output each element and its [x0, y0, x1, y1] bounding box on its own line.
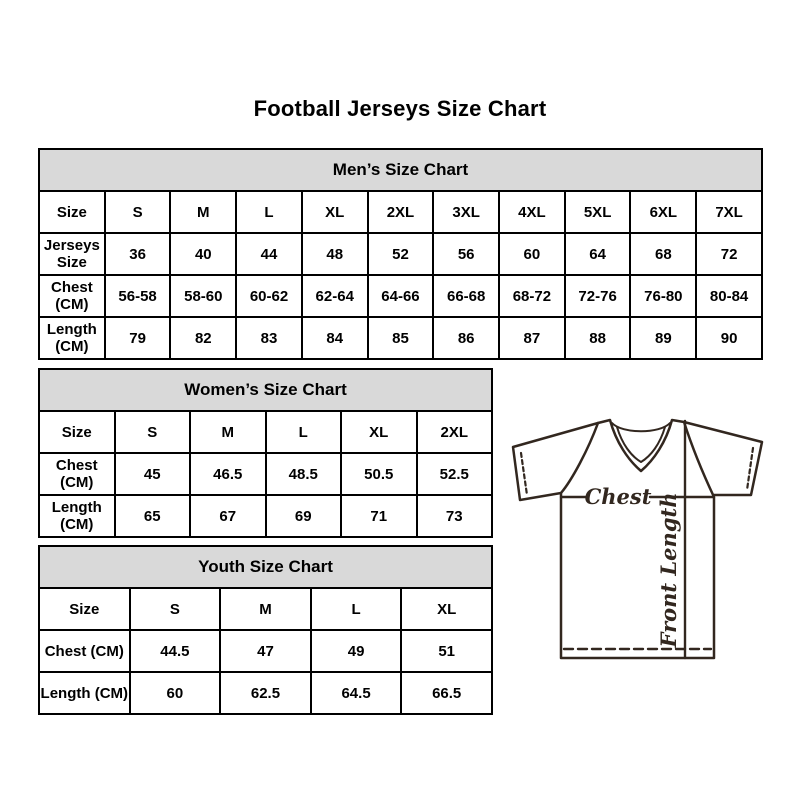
- data-cell: 2XL: [417, 411, 493, 453]
- data-cell: XL: [401, 588, 492, 630]
- table-row: [39, 588, 492, 630]
- table-header-row: [39, 149, 762, 191]
- data-cell: 66-68: [433, 275, 499, 317]
- table-row: [39, 317, 762, 359]
- data-cell: XL: [341, 411, 417, 453]
- data-cell: 49: [311, 630, 402, 672]
- data-cell: 62.5: [220, 672, 311, 714]
- data-cell: 89: [630, 317, 696, 359]
- data-cell: 36: [105, 233, 171, 275]
- data-cell: 46.5: [190, 453, 266, 495]
- table-row: [39, 275, 762, 317]
- row-header-cell: Jerseys Size: [39, 233, 105, 275]
- row-header-cell: Chest (CM): [39, 630, 130, 672]
- data-cell: 2XL: [368, 191, 434, 233]
- data-cell: 73: [417, 495, 493, 537]
- data-cell: 79: [105, 317, 171, 359]
- data-cell: 7XL: [696, 191, 762, 233]
- jersey-back-neck-curve: [612, 423, 670, 431]
- data-cell: 3XL: [433, 191, 499, 233]
- data-cell: 60-62: [236, 275, 302, 317]
- data-cell: L: [311, 588, 402, 630]
- table-header-row: [39, 546, 492, 588]
- data-cell: 51: [401, 630, 492, 672]
- table-row: [39, 191, 762, 233]
- front-length-label: Front Length: [656, 492, 681, 648]
- jersey-body-outline: [561, 420, 714, 658]
- data-cell: 65: [115, 495, 191, 537]
- data-cell: 68: [630, 233, 696, 275]
- data-cell: 52: [368, 233, 434, 275]
- jersey-left-cuff-dashes: [521, 453, 527, 495]
- mens-size-table: [38, 148, 763, 360]
- data-cell: M: [170, 191, 236, 233]
- data-cell: M: [220, 588, 311, 630]
- data-cell: 86: [433, 317, 499, 359]
- data-cell: 82: [170, 317, 236, 359]
- data-cell: 48.5: [266, 453, 342, 495]
- data-cell: 45: [115, 453, 191, 495]
- data-cell: 50.5: [341, 453, 417, 495]
- data-cell: 40: [170, 233, 236, 275]
- data-cell: 56: [433, 233, 499, 275]
- data-cell: 44: [236, 233, 302, 275]
- data-cell: 4XL: [499, 191, 565, 233]
- data-cell: L: [236, 191, 302, 233]
- data-cell: 44.5: [130, 630, 221, 672]
- data-cell: 87: [499, 317, 565, 359]
- table-row: [39, 233, 762, 275]
- data-cell: 68-72: [499, 275, 565, 317]
- data-cell: 52.5: [417, 453, 493, 495]
- table-row: [39, 630, 492, 672]
- data-cell: 64-66: [368, 275, 434, 317]
- jersey-measurement-diagram: [500, 400, 780, 680]
- row-header-cell: Length (CM): [39, 495, 115, 537]
- data-cell: 67: [190, 495, 266, 537]
- data-cell: 71: [341, 495, 417, 537]
- data-cell: 47: [220, 630, 311, 672]
- data-cell: 60: [499, 233, 565, 275]
- womens-table-title: Women’s Size Chart: [39, 369, 492, 411]
- table-row: [39, 672, 492, 714]
- row-header-cell: Size: [39, 411, 115, 453]
- data-cell: S: [105, 191, 171, 233]
- row-header-cell: Size: [39, 588, 130, 630]
- data-cell: S: [115, 411, 191, 453]
- data-cell: 6XL: [630, 191, 696, 233]
- data-cell: 58-60: [170, 275, 236, 317]
- row-header-cell: Chest (CM): [39, 453, 115, 495]
- data-cell: 66.5: [401, 672, 492, 714]
- data-cell: 64: [565, 233, 631, 275]
- youth-table-title: Youth Size Chart: [39, 546, 492, 588]
- row-header-cell: Length (CM): [39, 317, 105, 359]
- table-row: [39, 411, 492, 453]
- data-cell: 84: [302, 317, 368, 359]
- data-cell: 76-80: [630, 275, 696, 317]
- data-cell: M: [190, 411, 266, 453]
- data-cell: 90: [696, 317, 762, 359]
- row-header-cell: Size: [39, 191, 105, 233]
- data-cell: 85: [368, 317, 434, 359]
- data-cell: 64.5: [311, 672, 402, 714]
- table-row: [39, 453, 492, 495]
- page-title: Football Jerseys Size Chart: [253, 96, 547, 121]
- data-cell: 88: [565, 317, 631, 359]
- data-cell: 72: [696, 233, 762, 275]
- data-cell: L: [266, 411, 342, 453]
- data-cell: XL: [302, 191, 368, 233]
- data-cell: 80-84: [696, 275, 762, 317]
- row-header-cell: Chest (CM): [39, 275, 105, 317]
- youth-size-table: [38, 545, 493, 715]
- row-header-cell: Length (CM): [39, 672, 130, 714]
- data-cell: 62-64: [302, 275, 368, 317]
- data-cell: 5XL: [565, 191, 631, 233]
- table-row: [39, 495, 492, 537]
- mens-table-title: Men’s Size Chart: [39, 149, 762, 191]
- jersey-right-sleeve: [684, 422, 762, 495]
- data-cell: 60: [130, 672, 221, 714]
- table-header-row: [39, 369, 492, 411]
- data-cell: 69: [266, 495, 342, 537]
- chest-label: Chest: [584, 484, 652, 509]
- data-cell: 72-76: [565, 275, 631, 317]
- data-cell: 83: [236, 317, 302, 359]
- womens-size-table: [38, 368, 493, 538]
- data-cell: S: [130, 588, 221, 630]
- data-cell: 56-58: [105, 275, 171, 317]
- data-cell: 48: [302, 233, 368, 275]
